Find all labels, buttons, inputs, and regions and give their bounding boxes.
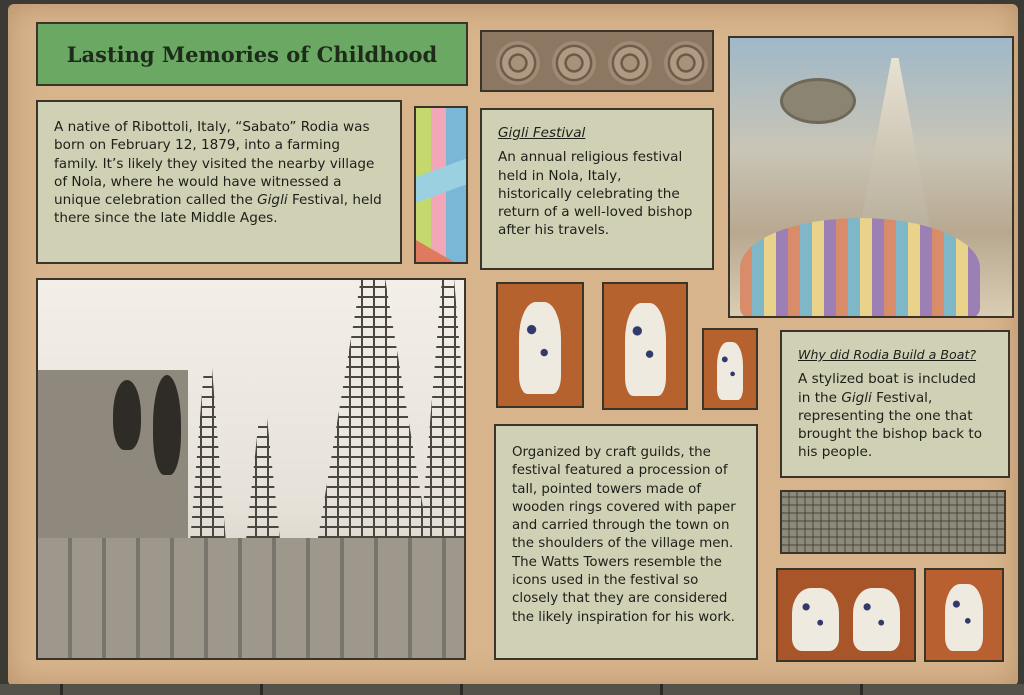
fence-post	[260, 684, 263, 695]
tower-shape	[313, 278, 433, 568]
rosette-relief-photo	[480, 30, 714, 92]
rosette-icon	[608, 41, 652, 85]
figurine-shape	[792, 588, 840, 651]
sign-title-bar	[36, 22, 468, 86]
sign-title: Lasting Memories of Childhood	[66, 41, 438, 67]
fence-post	[860, 684, 863, 695]
watts-towers-historic-photo	[36, 278, 466, 660]
bowl-shape	[780, 78, 856, 124]
figurine-shape	[625, 303, 666, 396]
gigli-festival-heading: Gigli Festival	[498, 125, 586, 141]
mosaic-fountain-shape	[740, 218, 980, 318]
rosette-icon	[552, 41, 596, 85]
intro-text-part1: A native of Ribottoli, Italy, “Sabato” Rodia was born on February 12, 1879, into a farming family. It’s likely they visited the nearby village of Nola, where he would have witnessed a unique celebration called the	[54, 119, 375, 209]
boat-text-part2: Festival, representing the one that brought the bishop back to his people.	[798, 389, 983, 461]
procession-text-box	[494, 424, 758, 660]
figurine-photo	[602, 282, 688, 410]
gigli-festival-text: An annual religious festival held in Nola, Italy, historically celebrating the return of a well-loved bishop after his travels.	[498, 149, 693, 239]
figurine-shape	[945, 584, 983, 652]
tree-shape	[113, 380, 141, 450]
tower-shape	[418, 278, 466, 568]
spire-shape	[860, 58, 930, 228]
fence-post	[460, 684, 463, 695]
rosette-icon	[664, 41, 708, 85]
figurine-photo	[496, 282, 584, 408]
boat-heading: Why did Rodia Build a Boat?	[798, 347, 977, 362]
rosette-icon	[496, 41, 540, 85]
figurine-group-photo	[776, 568, 916, 662]
figurine-shape	[519, 302, 561, 394]
intro-text-part2: Festival, held there since the late Middle Ages.	[54, 192, 382, 227]
figurine-photo	[924, 568, 1004, 662]
intro-text-box	[36, 100, 402, 264]
boat-box	[780, 330, 1010, 478]
intro-gigli-word: Gigli	[257, 192, 288, 209]
boat-gigli-word: Gigli	[841, 389, 872, 406]
gigli-festival-box	[480, 108, 714, 270]
tree-shape	[153, 375, 181, 475]
mosaic-strip-photo	[414, 106, 468, 264]
square-relief-photo	[780, 490, 1006, 554]
mosaic-fountain-photo	[728, 36, 1014, 318]
fence-post	[60, 684, 63, 695]
figurine-shape	[853, 588, 901, 651]
fence-post	[660, 684, 663, 695]
figurine-photo	[702, 328, 758, 410]
wall-shape	[38, 538, 466, 658]
fence-rail	[0, 684, 1024, 695]
boat-text-part1: A stylized boat is included in the	[798, 371, 977, 406]
figurine-shape	[717, 342, 743, 401]
procession-text: Organized by craft guilds, the festival featured a procession of tall, pointed towers made of wooden rings covered with paper and carried through the town on the shoulders of the village men. The Watts Towers resemble the icons used in the festival so closely that they are considered the likely inspiration for his work.	[512, 445, 736, 625]
